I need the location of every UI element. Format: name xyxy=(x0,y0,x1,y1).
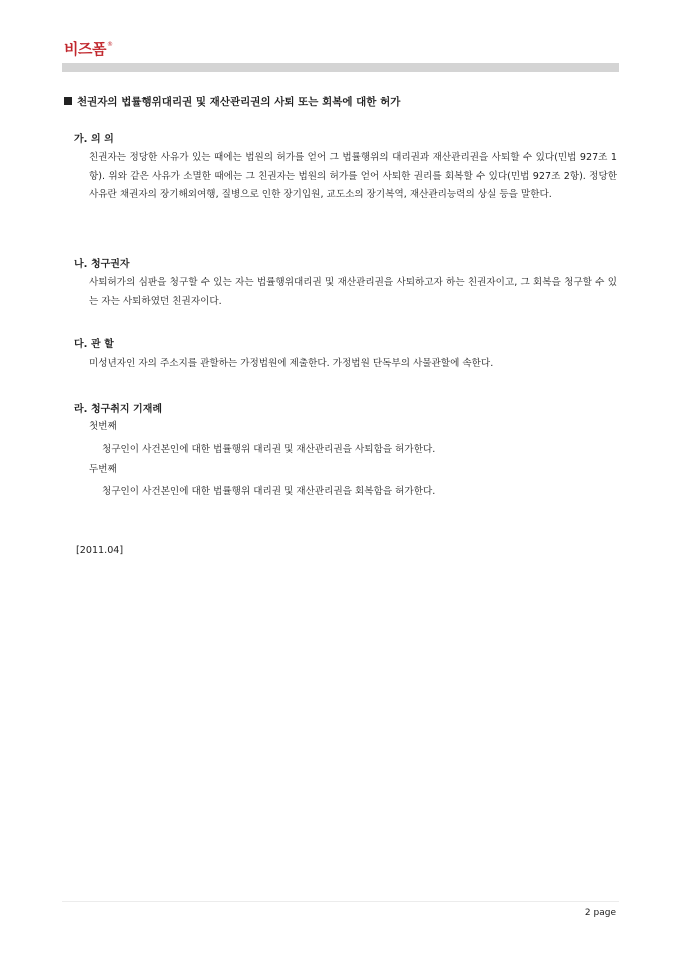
section-body-claimant: 사퇴허가의 심판을 청구할 수 있는 자는 법률행위대리권 및 재산관리권을 사퇴하고자 하는 친권자이고, 그 회복을 청구할 수 있는 자는 사퇴하였던 친권자이다. xyxy=(89,277,617,307)
square-bullet-icon xyxy=(64,97,72,105)
example-label-first: 첫번째 xyxy=(89,421,117,432)
example-label-second: 두번째 xyxy=(89,464,117,475)
header-bar xyxy=(62,63,619,72)
section-heading-jurisdiction: 다. 관 할 xyxy=(74,339,114,350)
registered-mark: ® xyxy=(106,41,113,48)
section-heading-definition: 가. 의 의 xyxy=(74,134,114,145)
section-heading-claim-examples: 라. 청구취지 기재례 xyxy=(74,404,163,415)
bizform-logo xyxy=(64,40,113,62)
section-heading-claimant: 나. 청구권자 xyxy=(74,259,130,270)
logo-text: 비즈폼 xyxy=(64,40,106,58)
section-body-definition: 친권자는 정당한 사유가 있는 때에는 법원의 허가를 얻어 그 법률행위의 대리권과 재산관리권을 사퇴할 수 있다(민법 927조 1항). 위와 같은 사유가 소멸한 때에는 그 친권자는 법원의 허가를 얻어 사퇴한 권리를 회복할 수 있다(민법 927조 2항). 정당한 사유란 채권자의 장기해외여행, 질병으로 인한 장기입원, 교도소의 장기복역, 재산관리능력의 상실 등을 말한다. xyxy=(89,152,617,201)
document-date: [2011.04] xyxy=(76,545,124,556)
footer-divider xyxy=(62,901,619,902)
example-text-first: 청구인이 사건본인에 대한 법률행위 대리권 및 재산관리권을 사퇴함을 허가한다. xyxy=(102,444,436,455)
document-title xyxy=(64,95,400,109)
section-body-jurisdiction: 미성년자인 자의 주소지를 관할하는 가정법원에 제출한다. 가정법원 단독부의 사물관할에 속한다. xyxy=(89,358,494,369)
page-number: 2 page xyxy=(584,908,616,918)
document-title-text: 천권자의 법률행위대리권 및 재산관리권의 사퇴 또는 회복에 대한 허가 xyxy=(77,96,401,108)
example-text-second: 청구인이 사건본인에 대한 법률행위 대리권 및 재산관리권을 회복함을 허가한다. xyxy=(102,486,436,497)
